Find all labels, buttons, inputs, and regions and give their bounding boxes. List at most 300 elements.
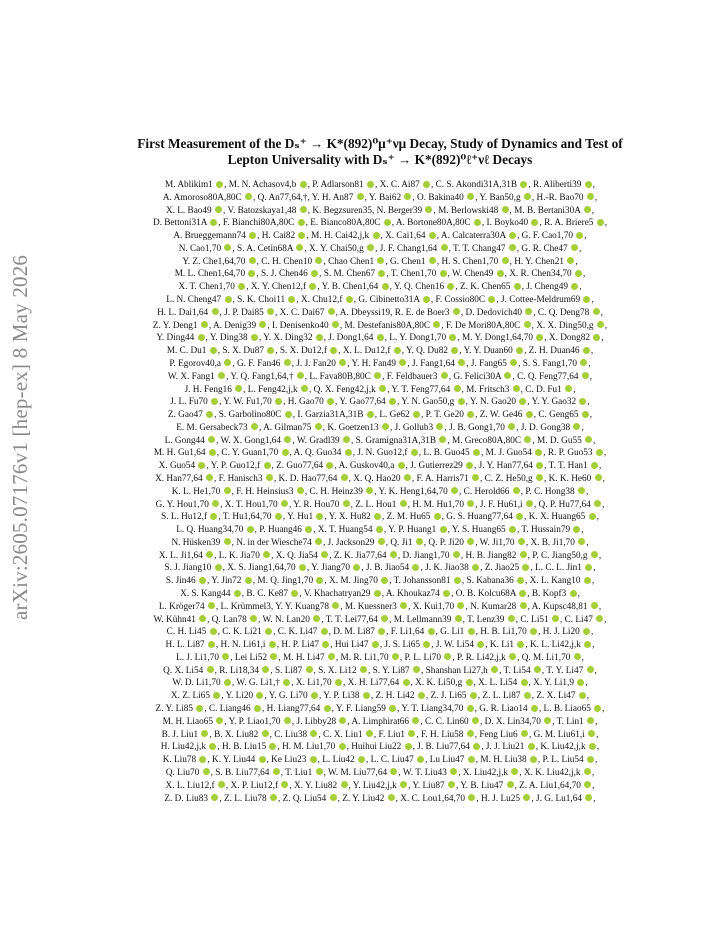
orcid-icon[interactable] (259, 756, 266, 763)
orcid-icon[interactable] (519, 590, 526, 597)
orcid-icon[interactable] (423, 181, 430, 188)
orcid-icon[interactable] (450, 768, 457, 775)
orcid-icon[interactable] (363, 692, 370, 699)
orcid-icon[interactable] (574, 653, 581, 660)
orcid-icon[interactable] (578, 487, 585, 494)
orcid-icon[interactable] (552, 615, 559, 622)
orcid-icon[interactable] (451, 487, 458, 494)
orcid-icon[interactable] (206, 551, 213, 558)
orcid-icon[interactable] (565, 385, 572, 392)
orcid-icon[interactable] (400, 781, 407, 788)
orcid-icon[interactable] (265, 628, 272, 635)
orcid-icon[interactable] (521, 730, 528, 737)
orcid-icon[interactable] (584, 641, 591, 648)
orcid-icon[interactable] (524, 692, 531, 699)
orcid-icon[interactable] (413, 411, 420, 418)
orcid-icon[interactable] (366, 487, 373, 494)
orcid-icon[interactable] (587, 193, 594, 200)
orcid-icon[interactable] (473, 743, 480, 750)
orcid-icon[interactable] (210, 628, 217, 635)
orcid-icon[interactable] (367, 411, 374, 418)
orcid-icon[interactable] (594, 705, 601, 712)
orcid-icon[interactable] (524, 321, 531, 328)
orcid-icon[interactable] (585, 564, 592, 571)
orcid-icon[interactable] (218, 372, 225, 379)
orcid-icon[interactable] (392, 653, 399, 660)
orcid-icon[interactable] (513, 487, 520, 494)
orcid-icon[interactable] (389, 705, 396, 712)
orcid-icon[interactable] (315, 423, 322, 430)
orcid-icon[interactable] (284, 436, 291, 443)
orcid-icon[interactable] (579, 692, 586, 699)
orcid-icon[interactable] (497, 270, 504, 277)
orcid-icon[interactable] (346, 296, 353, 303)
orcid-icon[interactable] (508, 615, 515, 622)
orcid-icon[interactable] (518, 538, 525, 545)
orcid-icon[interactable] (418, 692, 425, 699)
orcid-icon[interactable] (283, 679, 290, 686)
orcid-icon[interactable] (405, 743, 412, 750)
orcid-icon[interactable] (587, 756, 594, 763)
orcid-icon[interactable] (520, 181, 527, 188)
orcid-icon[interactable] (345, 449, 352, 456)
orcid-icon[interactable] (201, 321, 208, 328)
orcid-icon[interactable] (441, 244, 448, 251)
orcid-icon[interactable] (579, 398, 586, 405)
orcid-icon[interactable] (358, 756, 365, 763)
orcid-icon[interactable] (583, 296, 590, 303)
orcid-icon[interactable] (378, 628, 385, 635)
orcid-icon[interactable] (377, 257, 384, 264)
orcid-icon[interactable] (206, 411, 213, 418)
orcid-icon[interactable] (360, 666, 367, 673)
orcid-icon[interactable] (259, 321, 266, 328)
orcid-icon[interactable] (299, 564, 306, 571)
orcid-icon[interactable] (521, 679, 528, 686)
orcid-icon[interactable] (212, 308, 219, 315)
orcid-icon[interactable] (589, 743, 596, 750)
orcid-icon[interactable] (367, 181, 374, 188)
orcid-icon[interactable] (509, 232, 516, 239)
orcid-icon[interactable] (526, 500, 533, 507)
orcid-icon[interactable] (262, 730, 269, 737)
orcid-icon[interactable] (580, 359, 587, 366)
orcid-icon[interactable] (467, 730, 474, 737)
orcid-icon[interactable] (224, 487, 231, 494)
orcid-icon[interactable] (382, 423, 389, 430)
orcid-icon[interactable] (298, 232, 305, 239)
orcid-icon[interactable] (211, 398, 218, 405)
orcid-icon[interactable] (208, 436, 215, 443)
orcid-icon[interactable] (269, 743, 276, 750)
orcid-icon[interactable] (389, 398, 396, 405)
orcid-icon[interactable] (584, 206, 591, 213)
orcid-icon[interactable] (444, 653, 451, 660)
orcid-icon[interactable] (587, 666, 594, 673)
orcid-icon[interactable] (270, 653, 277, 660)
orcid-icon[interactable] (510, 359, 517, 366)
orcid-icon[interactable] (316, 577, 323, 584)
orcid-icon[interactable] (367, 244, 374, 251)
orcid-icon[interactable] (491, 666, 498, 673)
orcid-icon[interactable] (404, 193, 411, 200)
orcid-icon[interactable] (199, 577, 206, 584)
orcid-icon[interactable] (224, 538, 231, 545)
orcid-icon[interactable] (516, 513, 523, 520)
orcid-icon[interactable] (433, 321, 440, 328)
orcid-icon[interactable] (335, 679, 342, 686)
orcid-icon[interactable] (262, 666, 269, 673)
orcid-icon[interactable] (509, 526, 516, 533)
orcid-icon[interactable] (381, 577, 388, 584)
orcid-icon[interactable] (509, 653, 516, 660)
orcid-icon[interactable] (573, 526, 580, 533)
orcid-icon[interactable] (267, 308, 274, 315)
orcid-icon[interactable] (373, 232, 380, 239)
orcid-icon[interactable] (408, 730, 415, 737)
orcid-icon[interactable] (388, 794, 395, 801)
orcid-icon[interactable] (341, 781, 348, 788)
orcid-icon[interactable] (514, 283, 521, 290)
orcid-icon[interactable] (449, 334, 456, 341)
orcid-icon[interactable] (301, 385, 308, 392)
orcid-icon[interactable] (458, 398, 465, 405)
orcid-icon[interactable] (203, 768, 210, 775)
orcid-icon[interactable] (591, 551, 598, 558)
orcid-icon[interactable] (247, 526, 254, 533)
orcid-icon[interactable] (284, 717, 291, 724)
orcid-icon[interactable] (225, 296, 232, 303)
orcid-icon[interactable] (339, 743, 346, 750)
orcid-icon[interactable] (467, 705, 474, 712)
orcid-icon[interactable] (544, 717, 551, 724)
orcid-icon[interactable] (509, 244, 516, 251)
orcid-icon[interactable] (429, 232, 436, 239)
orcid-icon[interactable] (468, 794, 475, 801)
orcid-icon[interactable] (453, 308, 460, 315)
orcid-icon[interactable] (440, 526, 447, 533)
orcid-icon[interactable] (330, 794, 337, 801)
orcid-icon[interactable] (316, 768, 323, 775)
orcid-icon[interactable] (275, 513, 282, 520)
orcid-icon[interactable] (522, 564, 529, 571)
orcid-icon[interactable] (372, 641, 379, 648)
orcid-icon[interactable] (384, 219, 391, 226)
orcid-icon[interactable] (400, 500, 407, 507)
orcid-icon[interactable] (526, 411, 533, 418)
orcid-icon[interactable] (524, 193, 531, 200)
orcid-icon[interactable] (210, 513, 217, 520)
orcid-icon[interactable] (440, 270, 447, 277)
orcid-icon[interactable] (472, 717, 479, 724)
orcid-icon[interactable] (251, 334, 258, 341)
orcid-icon[interactable] (573, 423, 580, 430)
orcid-icon[interactable] (458, 359, 465, 366)
orcid-icon[interactable] (403, 679, 410, 686)
orcid-icon[interactable] (466, 679, 473, 686)
orcid-icon[interactable] (472, 564, 479, 571)
orcid-icon[interactable] (530, 628, 537, 635)
orcid-icon[interactable] (284, 359, 291, 366)
orcid-icon[interactable] (472, 474, 479, 481)
orcid-icon[interactable] (332, 321, 339, 328)
orcid-icon[interactable] (282, 449, 289, 456)
orcid-icon[interactable] (269, 641, 276, 648)
orcid-icon[interactable] (411, 449, 418, 456)
orcid-icon[interactable] (593, 334, 600, 341)
orcid-icon[interactable] (254, 705, 261, 712)
orcid-icon[interactable] (454, 577, 461, 584)
orcid-icon[interactable] (447, 283, 454, 290)
orcid-icon[interactable] (454, 385, 461, 392)
orcid-icon[interactable] (584, 577, 591, 584)
orcid-icon[interactable] (525, 308, 532, 315)
orcid-icon[interactable] (275, 398, 282, 405)
orcid-icon[interactable] (473, 449, 480, 456)
orcid-icon[interactable] (591, 462, 598, 469)
orcid-icon[interactable] (530, 756, 537, 763)
orcid-icon[interactable] (316, 513, 323, 520)
orcid-icon[interactable] (404, 474, 411, 481)
orcid-icon[interactable] (528, 743, 535, 750)
orcid-icon[interactable] (575, 270, 582, 277)
orcid-icon[interactable] (593, 308, 600, 315)
orcid-icon[interactable] (343, 436, 350, 443)
orcid-icon[interactable] (428, 628, 435, 635)
orcid-icon[interactable] (281, 500, 288, 507)
orcid-icon[interactable] (267, 347, 274, 354)
orcid-icon[interactable] (328, 653, 335, 660)
orcid-icon[interactable] (291, 590, 298, 597)
orcid-icon[interactable] (451, 347, 458, 354)
orcid-icon[interactable] (208, 641, 215, 648)
orcid-icon[interactable] (263, 551, 270, 558)
orcid-icon[interactable] (327, 398, 334, 405)
orcid-icon[interactable] (208, 602, 215, 609)
orcid-icon[interactable] (207, 666, 214, 673)
orcid-icon[interactable] (583, 347, 590, 354)
orcid-icon[interactable] (423, 296, 430, 303)
orcid-icon[interactable] (513, 385, 520, 392)
orcid-icon[interactable] (434, 513, 441, 520)
orcid-icon[interactable] (502, 257, 509, 264)
orcid-icon[interactable] (589, 513, 596, 520)
orcid-icon[interactable] (210, 219, 217, 226)
orcid-icon[interactable] (298, 219, 305, 226)
orcid-icon[interactable] (266, 474, 273, 481)
orcid-icon[interactable] (374, 372, 381, 379)
orcid-icon[interactable] (306, 666, 313, 673)
orcid-icon[interactable] (596, 449, 603, 456)
orcid-icon[interactable] (584, 781, 591, 788)
orcid-icon[interactable] (235, 385, 242, 392)
orcid-icon[interactable] (315, 538, 322, 545)
orcid-icon[interactable] (470, 692, 477, 699)
orcid-icon[interactable] (577, 679, 584, 686)
orcid-icon[interactable] (531, 705, 538, 712)
orcid-icon[interactable] (399, 359, 406, 366)
orcid-icon[interactable] (374, 513, 381, 520)
orcid-icon[interactable] (511, 768, 518, 775)
orcid-icon[interactable] (374, 590, 381, 597)
orcid-icon[interactable] (534, 666, 541, 673)
orcid-icon[interactable] (436, 423, 443, 430)
orcid-icon[interactable] (300, 206, 307, 213)
orcid-icon[interactable] (249, 232, 256, 239)
orcid-icon[interactable] (216, 717, 223, 724)
orcid-icon[interactable] (584, 768, 591, 775)
orcid-icon[interactable] (212, 500, 219, 507)
orcid-icon[interactable] (416, 538, 423, 545)
orcid-icon[interactable] (457, 602, 464, 609)
orcid-icon[interactable] (341, 474, 348, 481)
orcid-icon[interactable] (588, 730, 595, 737)
orcid-icon[interactable] (520, 602, 527, 609)
orcid-icon[interactable] (535, 449, 542, 456)
orcid-icon[interactable] (198, 334, 205, 341)
orcid-icon[interactable] (343, 500, 350, 507)
orcid-icon[interactable] (390, 551, 397, 558)
orcid-icon[interactable] (597, 219, 604, 226)
orcid-icon[interactable] (519, 398, 526, 405)
orcid-icon[interactable] (311, 270, 318, 277)
orcid-icon[interactable] (536, 462, 543, 469)
orcid-icon[interactable] (595, 474, 602, 481)
orcid-icon[interactable] (531, 219, 538, 226)
orcid-icon[interactable] (571, 283, 578, 290)
orcid-icon[interactable] (468, 756, 475, 763)
orcid-icon[interactable] (332, 602, 339, 609)
orcid-icon[interactable] (288, 296, 295, 303)
orcid-icon[interactable] (474, 219, 481, 226)
orcid-icon[interactable] (413, 666, 420, 673)
orcid-icon[interactable] (285, 411, 292, 418)
orcid-icon[interactable] (583, 628, 590, 635)
orcid-icon[interactable] (310, 730, 317, 737)
orcid-icon[interactable] (585, 436, 592, 443)
orcid-icon[interactable] (578, 538, 585, 545)
orcid-icon[interactable] (300, 181, 307, 188)
orcid-icon[interactable] (429, 257, 436, 264)
orcid-icon[interactable] (322, 641, 329, 648)
orcid-icon[interactable] (585, 181, 592, 188)
orcid-icon[interactable] (425, 206, 432, 213)
orcid-icon[interactable] (248, 270, 255, 277)
orcid-icon[interactable] (412, 717, 419, 724)
orcid-icon[interactable] (378, 270, 385, 277)
orcid-icon[interactable] (234, 590, 241, 597)
orcid-icon[interactable] (321, 628, 328, 635)
orcid-icon[interactable] (571, 244, 578, 251)
orcid-icon[interactable] (316, 334, 323, 341)
orcid-icon[interactable] (520, 551, 527, 558)
orcid-icon[interactable] (398, 462, 405, 469)
orcid-icon[interactable] (210, 347, 217, 354)
orcid-icon[interactable] (209, 449, 216, 456)
orcid-icon[interactable] (536, 474, 543, 481)
orcid-icon[interactable] (576, 232, 583, 239)
orcid-icon[interactable] (400, 602, 407, 609)
orcid-icon[interactable] (468, 628, 475, 635)
orcid-icon[interactable] (453, 551, 460, 558)
orcid-icon[interactable] (467, 500, 474, 507)
orcid-icon[interactable] (466, 462, 473, 469)
orcid-icon[interactable] (309, 283, 316, 290)
orcid-icon[interactable] (467, 193, 474, 200)
orcid-icon[interactable] (412, 564, 419, 571)
orcid-icon[interactable] (504, 372, 511, 379)
orcid-icon[interactable] (597, 321, 604, 328)
orcid-icon[interactable] (517, 641, 524, 648)
orcid-icon[interactable] (467, 538, 474, 545)
orcid-icon[interactable] (417, 756, 424, 763)
orcid-icon[interactable] (326, 462, 333, 469)
orcid-icon[interactable] (215, 206, 222, 213)
orcid-icon[interactable] (394, 347, 401, 354)
orcid-icon[interactable] (378, 538, 385, 545)
orcid-icon[interactable] (270, 794, 277, 801)
orcid-icon[interactable] (264, 462, 271, 469)
orcid-icon[interactable] (508, 423, 515, 430)
orcid-icon[interactable] (199, 615, 206, 622)
orcid-icon[interactable] (196, 705, 203, 712)
orcid-icon[interactable] (250, 615, 257, 622)
orcid-icon[interactable] (507, 781, 514, 788)
orcid-icon[interactable] (215, 564, 222, 571)
orcid-icon[interactable] (222, 653, 229, 660)
orcid-icon[interactable] (311, 692, 318, 699)
orcid-icon[interactable] (216, 181, 223, 188)
orcid-icon[interactable] (330, 347, 337, 354)
orcid-icon[interactable] (328, 308, 335, 315)
orcid-icon[interactable] (213, 692, 220, 699)
orcid-icon[interactable] (224, 679, 231, 686)
orcid-icon[interactable] (390, 768, 397, 775)
orcid-icon[interactable] (251, 423, 258, 430)
orcid-icon[interactable] (321, 551, 328, 558)
orcid-icon[interactable] (524, 436, 531, 443)
orcid-icon[interactable] (443, 590, 450, 597)
orcid-icon[interactable] (596, 615, 603, 622)
orcid-icon[interactable] (199, 756, 206, 763)
orcid-icon[interactable] (209, 743, 216, 750)
orcid-icon[interactable] (441, 372, 448, 379)
orcid-icon[interactable] (366, 730, 373, 737)
orcid-icon[interactable] (376, 526, 383, 533)
orcid-icon[interactable] (339, 717, 346, 724)
orcid-icon[interactable] (536, 334, 543, 341)
orcid-icon[interactable] (517, 577, 524, 584)
orcid-icon[interactable] (582, 411, 589, 418)
orcid-icon[interactable] (423, 641, 430, 648)
orcid-icon[interactable] (305, 526, 312, 533)
orcid-icon[interactable] (582, 372, 589, 379)
orcid-icon[interactable] (324, 705, 331, 712)
orcid-icon[interactable] (594, 500, 601, 507)
orcid-icon[interactable] (523, 794, 530, 801)
orcid-icon[interactable] (377, 334, 384, 341)
orcid-icon[interactable] (591, 602, 598, 609)
orcid-icon[interactable] (381, 615, 388, 622)
orcid-icon[interactable] (256, 692, 263, 699)
orcid-icon[interactable] (339, 359, 346, 366)
orcid-icon[interactable] (224, 244, 231, 251)
orcid-icon[interactable] (585, 794, 592, 801)
orcid-icon[interactable] (567, 257, 574, 264)
orcid-icon[interactable] (238, 283, 245, 290)
orcid-icon[interactable] (198, 462, 205, 469)
orcid-icon[interactable] (382, 283, 389, 290)
